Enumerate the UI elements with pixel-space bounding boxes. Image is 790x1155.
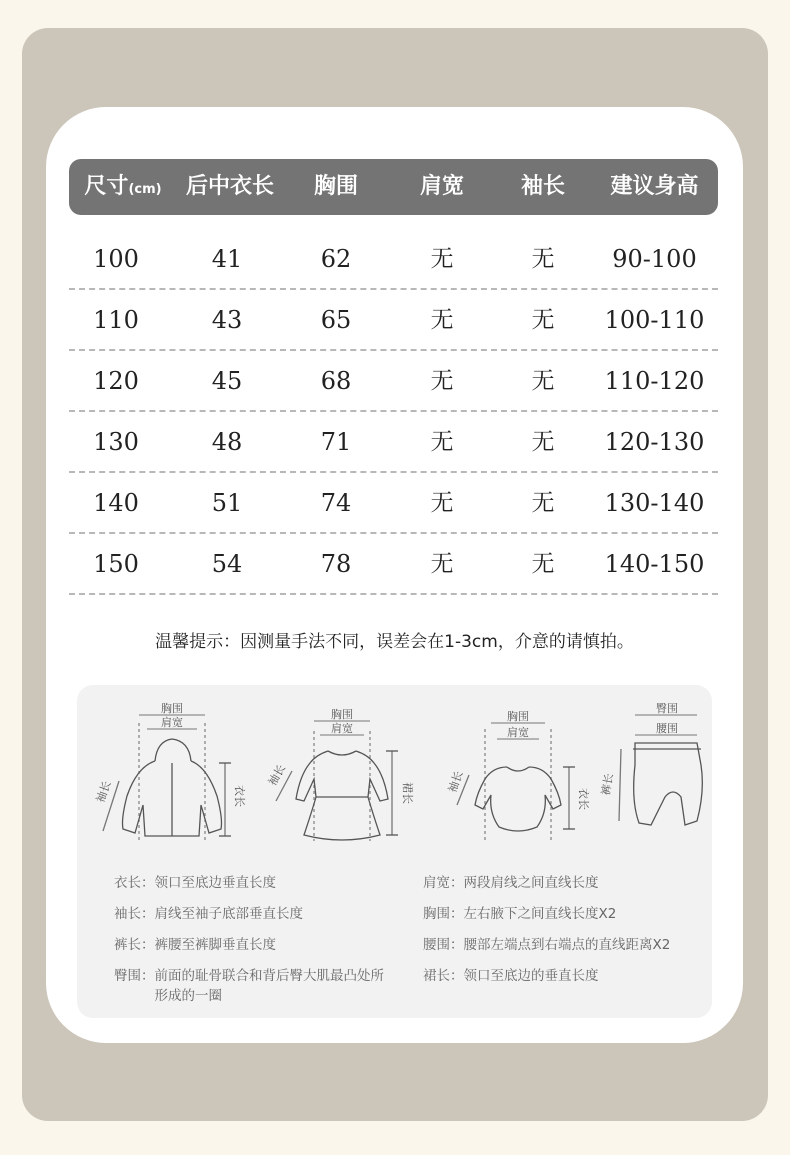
cell-back-length: 45 [211,367,243,395]
cell-chest: 78 [320,550,352,578]
jacket-shoulder-label: 肩宽 [161,716,183,729]
measurement-tip: 温馨提示：因测量手法不同，误差会在1-3cm，介意的请慎拍。 [155,632,634,652]
romper-length-label: 衣长 [577,788,590,810]
definition-term: 腰围： [423,937,464,953]
definition-item [423,904,616,924]
definitions-left [114,873,414,1013]
cell-shoulder: 无 [430,429,454,455]
definition-item [423,935,670,955]
cell-back-length: 54 [211,550,243,578]
cell-sleeve: 无 [531,246,555,272]
jacket-length-label: 衣长 [233,785,246,807]
cell-sleeve: 无 [531,551,555,577]
jacket-chest-label: 胸围 [161,702,183,715]
definition-term: 裙长： [423,968,464,984]
cell-height: 120-130 [604,428,705,456]
cell-back-length: 41 [211,245,243,273]
definition-item [114,873,276,893]
definition-desc: 左右腋下之间直线长度X2 [463,906,617,922]
pants-waist-label: 腰围 [656,722,678,735]
romper-chest-label: 胸围 [507,710,529,723]
cell-sleeve: 无 [531,429,555,455]
pants-length-label: 裤长 [599,772,616,797]
dress-figure [262,701,412,851]
pants-figure [597,701,707,851]
definition-item [114,935,276,955]
romper-figure [437,701,590,851]
definition-term: 肩宽： [423,875,464,891]
measurement-guide [77,685,712,1018]
table-row [69,229,718,290]
header-shoulder: 肩宽 [419,174,464,199]
jacket-illustration [93,701,247,851]
definition-term: 袖长： [114,906,155,922]
cell-chest: 62 [320,245,352,273]
definition-desc: 前面的耻骨联合和背后臀大肌最凸处所形成的一圈 [154,968,384,1004]
definition-desc: 领口至底边的垂直长度 [463,968,599,984]
cell-back-length: 51 [211,489,243,517]
cell-chest: 71 [320,428,352,456]
cell-back-length: 48 [211,428,243,456]
pants-hip-label: 臀围 [656,702,678,715]
header-unit: (cm) [128,182,162,197]
jacket-figure [93,701,247,851]
cell-chest: 65 [320,306,352,334]
cell-size: 100 [93,245,139,273]
definition-item [114,966,395,1006]
cell-shoulder: 无 [430,490,454,516]
definition-item [114,904,303,924]
definitions-right [423,873,709,1013]
table-row [69,351,718,412]
definition-term: 衣长： [114,875,155,891]
cell-back-length: 43 [211,306,243,334]
romper-shoulder-label: 肩宽 [507,726,529,739]
definition-desc: 两段肩线之间直线长度 [463,875,599,891]
romper-sleeve-label: 袖长 [445,769,466,795]
definition-term: 臀围： [114,968,155,984]
dress-sleeve-label: 袖长 [265,762,289,789]
cell-sleeve: 无 [531,490,555,516]
table-row [69,412,718,473]
definition-desc: 腰部左端点到右端点的直线距离X2 [463,937,671,953]
cell-height: 100-110 [604,306,705,334]
row-divider [69,593,718,595]
cell-size: 150 [93,550,139,578]
definition-item [423,966,599,986]
dress-skirt-label: 裙长 [401,782,414,804]
cell-sleeve: 无 [531,307,555,333]
jacket-sleeve-label: 袖长 [93,779,114,805]
cell-height: 110-120 [604,367,705,395]
definition-desc: 领口至底边垂直长度 [154,875,276,891]
cell-shoulder: 无 [430,551,454,577]
header-sleeve: 袖长 [520,174,565,199]
dress-chest-label: 胸围 [331,708,353,721]
size-table-header [69,159,718,215]
pants-illustration [597,701,707,851]
cell-height: 130-140 [604,489,705,517]
cell-shoulder: 无 [430,368,454,394]
header-height: 建议身高 [610,174,699,199]
cell-size: 120 [93,367,139,395]
cell-sleeve: 无 [531,368,555,394]
romper-illustration [437,701,590,851]
dress-illustration [262,701,412,851]
cell-height: 90-100 [612,245,697,273]
size-chart-card [46,107,743,1043]
cell-height: 140-150 [604,550,705,578]
header-back-length: 后中衣长 [185,174,274,199]
dress-shoulder-label: 肩宽 [331,722,353,735]
table-row [69,473,718,534]
cell-shoulder: 无 [430,246,454,272]
definition-term: 裤长： [114,937,155,953]
table-row [69,290,718,351]
cell-size: 130 [93,428,139,456]
definition-desc: 肩线至袖子底部垂直长度 [154,906,303,922]
table-row [69,534,718,595]
definition-item [423,873,599,893]
cell-shoulder: 无 [430,307,454,333]
cell-chest: 74 [320,489,352,517]
header-chest: 胸围 [313,174,358,199]
definition-desc: 裤腰至裤脚垂直长度 [154,937,276,953]
definition-term: 胸围： [423,906,464,922]
cell-chest: 68 [320,367,352,395]
cell-size: 110 [93,306,139,334]
header-size: 尺寸(cm) [84,174,162,199]
cell-size: 140 [93,489,139,517]
